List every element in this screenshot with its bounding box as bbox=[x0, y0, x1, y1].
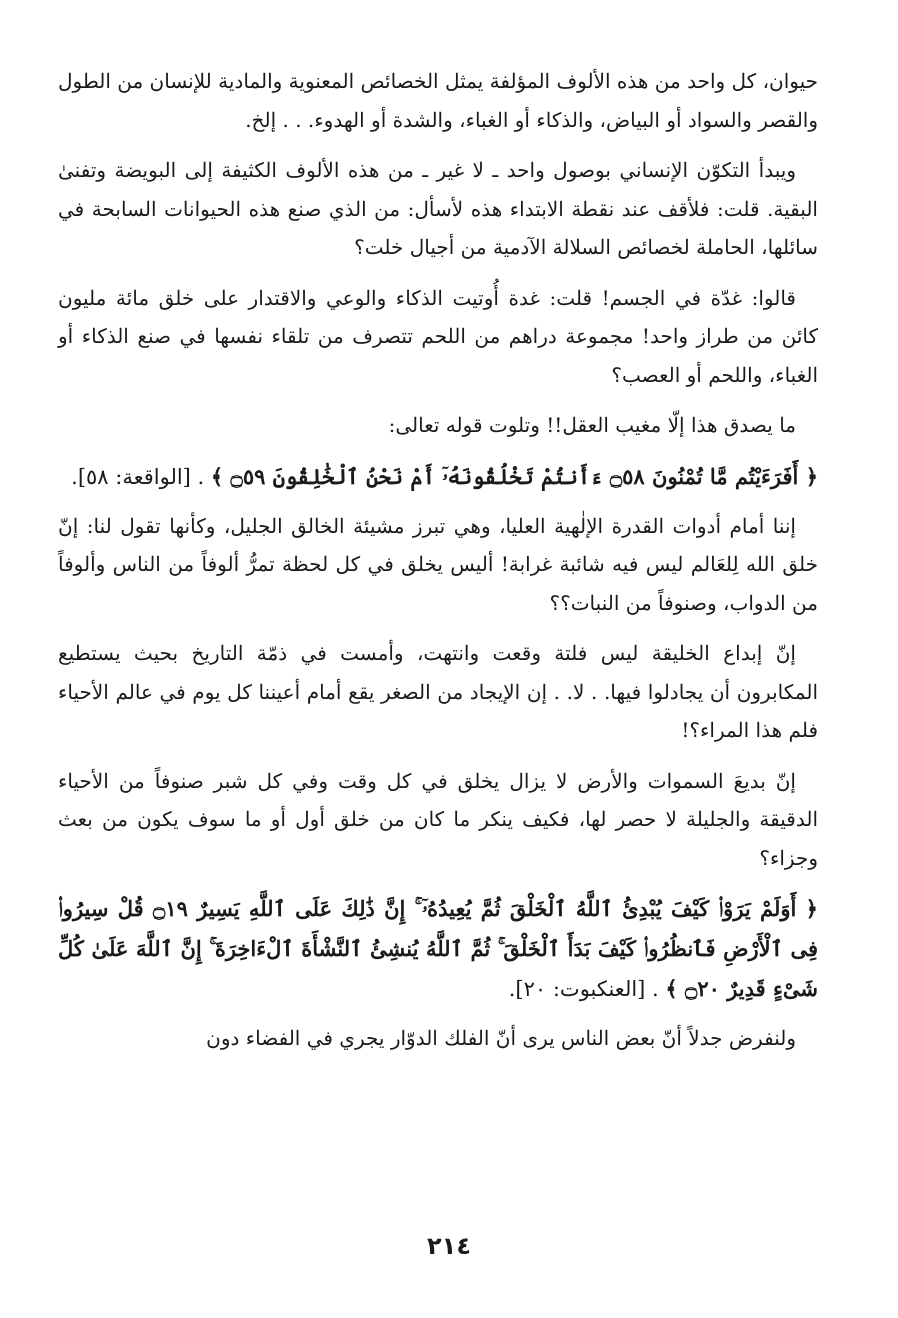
paragraph-8: ولنفرض جدلاً أنّ بعض الناس يرى أنّ الفلك الدوّار يجري في الفضاء دون bbox=[206, 1026, 796, 1050]
quran-verse-waqia bbox=[58, 457, 818, 497]
page-body bbox=[58, 62, 818, 1070]
paragraph-3: قالوا: غدّة في الجسم! قلت: غدة أُوتيت الذكاء والوعي والاقتدار على خلق مائة مليون كائن من طراز واحد! مجموعة دراهم من اللحم تتصرف من تلقاء نفسها في صنع الذكاء أو الغباء، واللحم أو العصب؟ bbox=[58, 285, 818, 387]
paragraph-7: إنّ بديعَ السموات والأرض لا يزال يخلق في كل وقت وفي كل شبر صنوفاً من الأحياء الدقيقة والجليلة لا حصر لها، فكيف ينكر ما كان من خلق أول أو ما سوف يكون من بعث وجزاء؟ bbox=[58, 768, 818, 870]
page-number: ٢١٤ bbox=[427, 1232, 471, 1260]
paragraph-2: ويبدأ التكوّن الإنساني بوصول واحد ـ لا غير ـ من هذه الألوف الكثيفة إلى البويضة وتفنىٰ البقية. قلت: فلأقف عند نقطة الابتداء هذه لأسأل: من الذي صنع هذه الحيوانات السابحة في سائلها، الحاملة لخصائص السلالة الآدمية من أجيال خلت؟ bbox=[58, 158, 818, 259]
paragraph-6: إنّ إبداع الخليقة ليس فلتة وقعت وانتهت، وأمست في ذمّة التاريخ بحيث يستطيع المكابرون أن يجادلوا فيها. . لا. . إن الإيجاد من الصغر يقع أمام أعيننا كل يوم في عالم الأحياء فلم هذا المراء؟! bbox=[58, 641, 818, 742]
paragraph-4: ما يصدق هذا إلّا مغيب العقل!! وتلوت قوله تعالى: bbox=[388, 413, 796, 437]
verse-waqia-text: ﴿ أَفَرَءَيْتُم مَّا تُمْنُونَ ۝٥٨ ءَأَنتُمْ تَخْلُقُونَهُۥٓ أَمْ نَحْنُ ٱلْخَٰلِقُونَ ۝٥٩ ﴾ bbox=[210, 463, 818, 489]
paragraph-5: إننا أمام أدوات القدرة الإلٰهية العليا، وهي تبرز مشيئة الخالق الجليل، وكأنها تقول لنا: إنّ خلق الله لِلعَالم ليس فيه شائبة غرابة! أليس يخلق في كل لحظة تمرُّ ألوفاً من الناس وألوفاً من الدواب، وصنوفاً من النبات؟؟ bbox=[58, 513, 818, 615]
verse-ankabut-text: ﴿ أَوَلَمْ يَرَوْا۟ كَيْفَ يُبْدِئُ ٱللَّهُ ٱلْخَلْقَ ثُمَّ يُعِيدُهُۥٓ ۚ إِنَّ ذَٰلِكَ عَلَى ٱللَّهِ يَسِيرٌ ۝١٩ قُلْ سِيرُوا۟ فِى ٱلْأَرْضِ فَٱنظُرُوا۟ كَيْفَ بَدَأَ ٱلْخَلْقَ ۚ ثُمَّ ٱللَّهُ يُنشِئُ ٱلنَّشْأَةَ ٱلْءَاخِرَةَ ۚ إِنَّ ٱللَّهَ عَلَىٰ كُلِّ شَىْءٍ قَدِيرٌ ۝٢٠ ﴾ bbox=[58, 896, 818, 1001]
verse-ankabut-reference: . [العنكبوت: ٢٠]. bbox=[508, 977, 659, 1001]
verse-waqia-reference: . [الواقعة: ٥٨]. bbox=[71, 464, 205, 489]
quran-verse-ankabut bbox=[58, 889, 818, 1009]
paragraph-1: حيوان، كل واحد من هذه الألوف المؤلفة يمثل الخصائص المعنوية والمادية للإنسان من الطول والقصر والسواد أو البياض، والذكاء أو الغباء، والشدة أو الهدوء. . . إلخ. bbox=[57, 69, 818, 132]
